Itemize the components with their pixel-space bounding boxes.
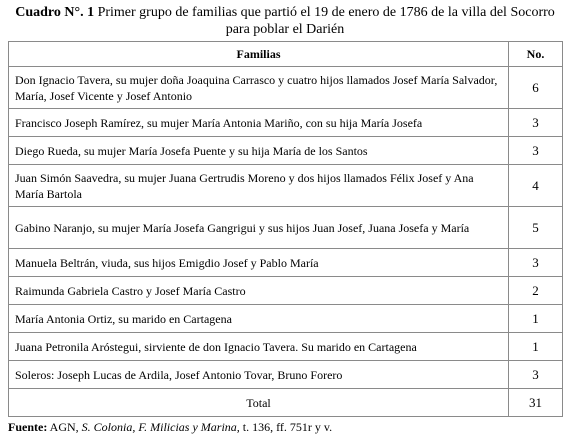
table-row bbox=[9, 305, 563, 333]
count-cell: 3 bbox=[509, 249, 563, 277]
table-row bbox=[9, 137, 563, 165]
family-cell: Diego Rueda, su mujer María Josefa Puente y su hija María de los Santos bbox=[9, 137, 509, 165]
caption-text: Primer grupo de familias que partió el 19 de enero de 1786 de la villa del Socorro para poblar el Darién bbox=[94, 5, 555, 37]
family-cell: Raimunda Gabriela Castro y Josef María Castro bbox=[9, 277, 509, 305]
table-row bbox=[9, 333, 563, 361]
family-cell: Manuela Beltrán, viuda, sus hijos Emigdio Josef y Pablo María bbox=[9, 249, 509, 277]
total-row bbox=[9, 389, 563, 417]
table-row bbox=[9, 109, 563, 137]
families-table bbox=[8, 41, 563, 417]
table-row bbox=[9, 207, 563, 249]
source-reference: t. 136, ff. 751r y v. bbox=[239, 420, 333, 434]
total-label: Total bbox=[9, 389, 509, 417]
family-cell: Juan Simón Saavedra, su mujer Juana Gertrudis Moreno y dos hijos llamados Félix Josef y Ana María Bartola bbox=[9, 165, 509, 207]
table-row bbox=[9, 249, 563, 277]
source-label: Fuente: bbox=[8, 420, 48, 434]
count-cell: 5 bbox=[509, 207, 563, 249]
table-row bbox=[9, 361, 563, 389]
count-cell: 4 bbox=[509, 165, 563, 207]
source-archive: AGN, bbox=[47, 420, 82, 434]
source-note bbox=[8, 420, 332, 434]
count-cell: 3 bbox=[509, 137, 563, 165]
header-families: Familias bbox=[9, 42, 509, 67]
table-caption bbox=[8, 4, 562, 38]
table-header-row bbox=[9, 42, 563, 67]
family-cell: Soleros: Joseph Lucas de Ardila, Josef Antonio Tovar, Bruno Forero bbox=[9, 361, 509, 389]
count-cell: 2 bbox=[509, 277, 563, 305]
table-row bbox=[9, 165, 563, 207]
table-row bbox=[9, 277, 563, 305]
count-cell: 3 bbox=[509, 109, 563, 137]
count-cell: 1 bbox=[509, 333, 563, 361]
family-cell: María Antonia Ortiz, su marido en Cartagena bbox=[9, 305, 509, 333]
family-cell: Francisco Joseph Ramírez, su mujer María Antonia Mariño, con su hija María Josefa bbox=[9, 109, 509, 137]
family-cell: Juana Petronila Aróstegui, sirviente de don Ignacio Tavera. Su marido en Cartagena bbox=[9, 333, 509, 361]
family-cell: Don Ignacio Tavera, su mujer doña Joaquina Carrasco y cuatro hijos llamados Josef María Salvador, María, Josef Vicente y Josef Antonio bbox=[9, 67, 509, 109]
count-cell: 1 bbox=[509, 305, 563, 333]
count-cell: 6 bbox=[509, 67, 563, 109]
count-cell: 3 bbox=[509, 361, 563, 389]
caption-label: Cuadro N°. 1 bbox=[15, 5, 95, 20]
source-series: S. Colonia, F. Milicias y Marina, bbox=[81, 420, 240, 434]
family-cell: Gabino Naranjo, su mujer María Josefa Gangrigui y sus hijos Juan Josef, Juana Josefa y María bbox=[9, 207, 509, 249]
header-number: No. bbox=[509, 42, 563, 67]
total-count: 31 bbox=[509, 389, 563, 417]
table-row bbox=[9, 67, 563, 109]
